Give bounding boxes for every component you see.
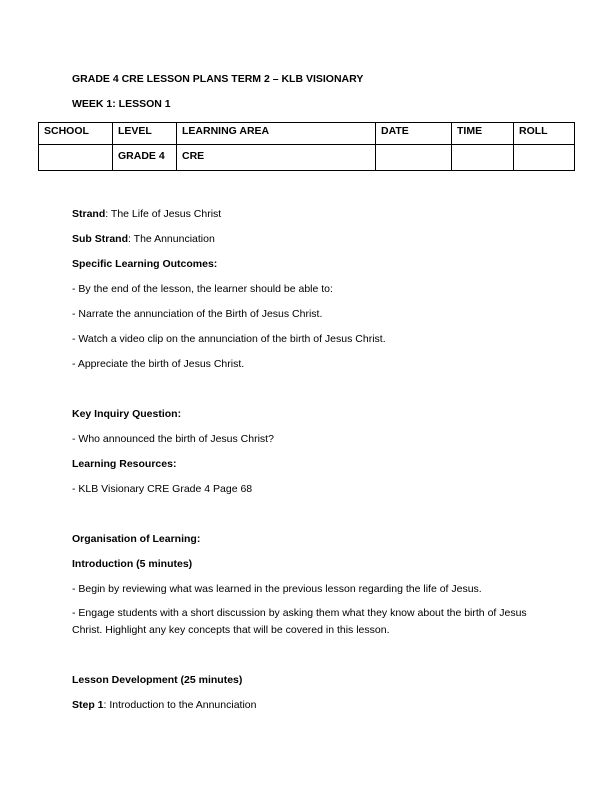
- strand-label: Strand: [72, 208, 106, 220]
- table-cell: [376, 145, 452, 171]
- list-item: - Engage students with a short discussion by asking them what they know about the birth of Jesus Christ. Highlight any key concepts that will be covered in this lesson.: [72, 607, 527, 636]
- development-heading: Lesson Development (25 minutes): [72, 674, 243, 686]
- table-header-cell: ROLL: [514, 123, 575, 145]
- sub-strand-value: : The Annunciation: [128, 233, 215, 245]
- list-item: - Begin by reviewing what was learned in the previous lesson regarding the life of Jesus.: [72, 583, 482, 595]
- lesson-info-table: [38, 122, 575, 171]
- introduction-heading: Introduction (5 minutes): [72, 558, 193, 570]
- inquiry-heading: Key Inquiry Question:: [72, 408, 182, 420]
- step-text: : Introduction to the Annunciation: [103, 699, 257, 711]
- step-label: Step 1: [72, 699, 104, 711]
- list-item: - Narrate the annunciation of the Birth of Jesus Christ.: [72, 308, 323, 320]
- inquiry-item: - Who announced the birth of Jesus Christ?: [72, 433, 274, 445]
- table-header-cell: LEVEL: [113, 123, 177, 145]
- list-item: - Appreciate the birth of Jesus Christ.: [72, 358, 245, 370]
- sub-strand-line: [72, 233, 215, 245]
- table-header-cell: LEARNING AREA: [177, 123, 376, 145]
- table-cell: [452, 145, 514, 171]
- table-header-cell: SCHOOL: [39, 123, 113, 145]
- table-cell: GRADE 4: [113, 145, 177, 171]
- sub-strand-label: Sub Strand: [72, 233, 129, 245]
- table-row: [39, 145, 575, 171]
- table-header-cell: TIME: [452, 123, 514, 145]
- table-header-row: [39, 123, 575, 145]
- organisation-heading: Organisation of Learning:: [72, 533, 201, 545]
- outcomes-heading: Specific Learning Outcomes:: [72, 258, 218, 270]
- table-cell: [514, 145, 575, 171]
- week-lesson-label: WEEK 1: LESSON 1: [72, 98, 171, 110]
- list-item: - By the end of the lesson, the learner should be able to:: [72, 283, 333, 295]
- resources-item: - KLB Visionary CRE Grade 4 Page 68: [72, 483, 253, 495]
- table-cell: [39, 145, 113, 171]
- table-header-cell: DATE: [376, 123, 452, 145]
- resources-heading: Learning Resources:: [72, 458, 177, 470]
- strand-value: : The Life of Jesus Christ: [105, 208, 222, 220]
- strand-line: [72, 208, 221, 220]
- list-item: - Watch a video clip on the annunciation of the birth of Jesus Christ.: [72, 333, 386, 345]
- table-cell: CRE: [177, 145, 376, 171]
- document-title: GRADE 4 CRE LESSON PLANS TERM 2 – KLB VISIONARY: [72, 73, 364, 85]
- step-line: [72, 699, 256, 711]
